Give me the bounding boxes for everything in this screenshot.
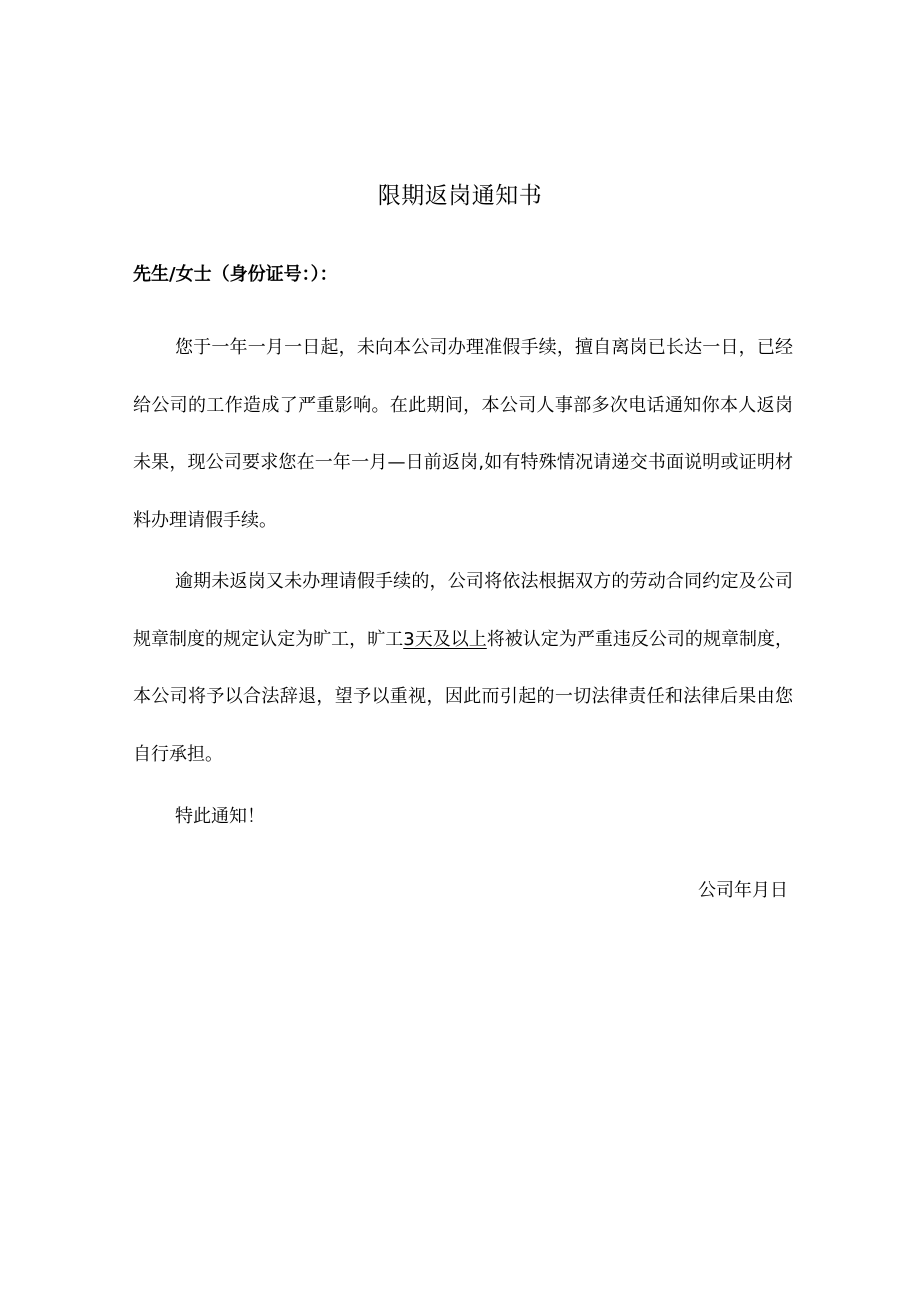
closing-line: 特此通知！ (175, 806, 265, 827)
signature-line: 公司年月日 (698, 880, 788, 901)
underlined-days-threshold: 3天及以上 (403, 628, 487, 650)
paragraph-consequences-part2: 将被认定为严重违反公司的规章制度，本公司将予以合法辞退，望予以重视，因此而引起的一切法律责任和法律后果由您自行承担。 (133, 628, 794, 765)
paragraph-consequences (133, 553, 793, 783)
salutation-line: 先生/女士（身份证号：）： (133, 264, 338, 285)
document-title: 限期返岗通知书 (377, 183, 543, 209)
paragraph-consequences-part1: 逾期未返岗又未办理请假手续的，公司将依法根据双方的劳动合同约定及公司规章制度的规定认定为旷工，旷工 (133, 571, 793, 650)
paragraph-absence-notice: 您于一年一月一日起，未向本公司办理准假手续，擅自离岗已长达一日，已经给公司的工作造成了严重影响。在此期间，本公司人事部多次电话通知你本人返岗未果，现公司要求您在一年一月—日前返岗,如有特殊情况请递交书面说明或证明材料办理请假手续。 (133, 337, 793, 531)
